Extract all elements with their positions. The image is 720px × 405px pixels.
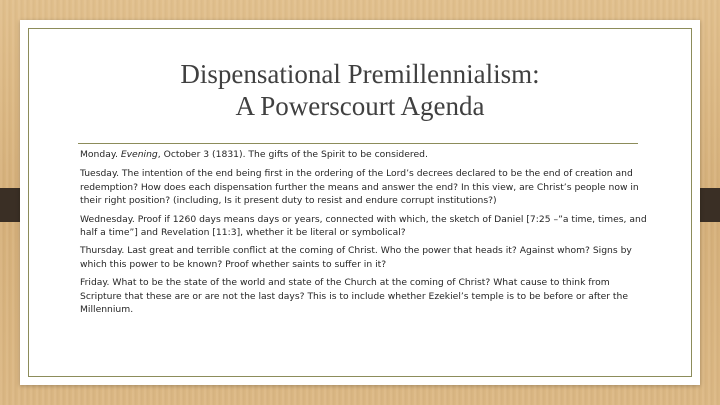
paragraph-thursday: Thursday. Last great and terrible conflict at the coming of Christ. Who the power that heads it? Against whom? Signs by which this power to be known? Proof whether saints to suffer in it? xyxy=(80,245,632,270)
title-line-1: Dispensational Premillennialism: xyxy=(180,59,540,89)
paragraph-monday xyxy=(80,148,654,161)
monday-rest: , October 3 (1831). The gifts of the Spirit to be considered. xyxy=(157,149,428,160)
monday-day: Monday. xyxy=(80,149,121,160)
paragraph-wednesday: Wednesday. Proof if 1260 days means days or years, connected with which, the sketch of Daniel [7:25 –”a time, times, and half a time”] and Revelation [11:3], whether it be literal or symbolical? xyxy=(80,213,647,239)
title-divider xyxy=(78,143,638,144)
monday-emphasis: Evening xyxy=(120,149,158,160)
slide-body xyxy=(80,148,654,321)
slide-title xyxy=(40,58,680,122)
paragraph-tuesday: Tuesday. The intention of the end being first in the ordering of the Lord’s decrees declared to be the end of creation and redemption? How does each dispensation further the means and answer the end? In this view, are Christ’s people now in their right position? (including, Is it present duty to resist and endure corrupt institutions?) xyxy=(80,168,639,207)
paragraph-friday: Friday. What to be the state of the world and state of the Church at the coming of Christ? What cause to think from Scripture that these are or are not the last days? This is to include whether Ezekiel’s temple is to be before or after the Millennium. xyxy=(80,277,629,316)
title-line-2: A Powerscourt Agenda xyxy=(235,91,485,121)
